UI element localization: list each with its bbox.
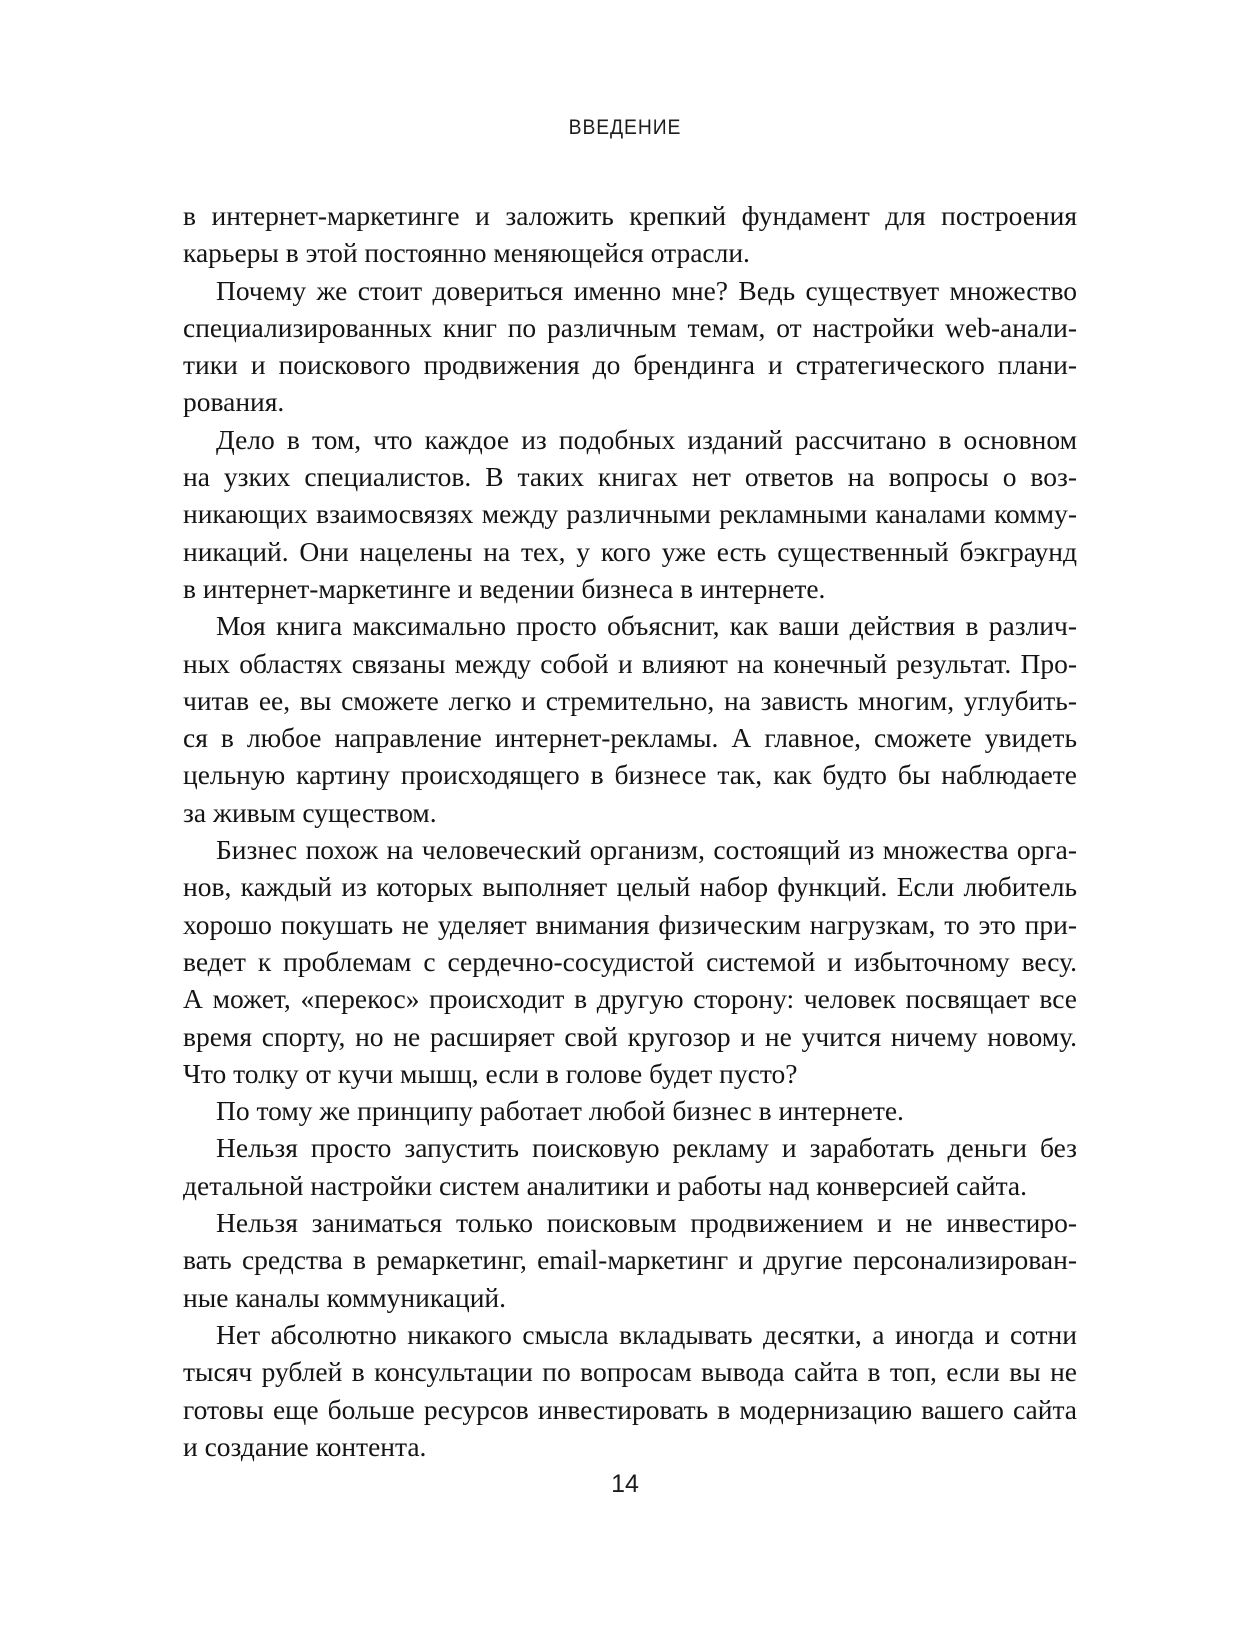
text-line: Почему же стоит довериться именно мне? Ведь существует множество	[216, 274, 1077, 306]
text-line: детальной настройки систем аналитики и работы над конверсией сайта.	[183, 1169, 1028, 1201]
text-line: ных областях связаны между собой и влияют на конечный результат. Про-	[183, 647, 1077, 679]
text-line: готовы еще больше ресурсов инвестировать в модернизацию вашего сайта	[183, 1393, 1077, 1425]
page-number: 14	[611, 1470, 639, 1498]
text-line: читав ее, вы сможете легко и стремительно, на зависть многим, углубить-	[183, 684, 1077, 716]
text-line: в интернет-маркетинге и ведении бизнеса в интернете.	[183, 572, 826, 604]
text-line: никаций. Они нацелены на тех, у кого уже есть существенный бэкграунд	[183, 535, 1077, 567]
paragraph	[183, 1316, 1077, 1465]
text-line: Нет абсолютно никакого смысла вкладывать десятки, а иногда и сотни	[216, 1318, 1077, 1350]
text-line: за живым существом.	[183, 796, 437, 828]
text-line: ведет к проблемам с сердечно-сосудистой системой и избыточному весу.	[183, 945, 1077, 977]
text-line: тысяч рублей в консультации по вопросам вывода сайта в топ, если вы не	[183, 1356, 1077, 1388]
text-line: нов, каждый из которых выполняет целый набор функций. Если любитель	[183, 871, 1077, 903]
paragraph	[183, 421, 1077, 607]
text-line: в интернет-маркетинге и заложить крепкий фундамент для построения	[183, 200, 1077, 231]
text-line: вать средства в ремаркетинг, email-маркетинг и другие персонализирован-	[183, 1244, 1077, 1276]
paragraph	[183, 607, 1077, 831]
text-line: Нельзя просто запустить поисковую рекламу и заработать деньги без	[216, 1132, 1077, 1164]
text-line: Что толку от кучи мышц, если в голове будет пусто?	[183, 1057, 798, 1089]
text-line: хорошо покушать не уделяет внимания физическим нагрузкам, то это при-	[183, 908, 1077, 940]
text-line: карьеры в этой постоянно меняющейся отрасли.	[183, 237, 750, 269]
text-line: рования.	[183, 386, 285, 418]
text-line: специализированных книг по различным темам, от настройки web-анали-	[183, 311, 1077, 343]
text-line: Нельзя заниматься только поисковым продвижением и не инвестиро-	[216, 1207, 1077, 1239]
running-title: ВВЕДЕНИЕ	[568, 116, 682, 139]
paragraph	[183, 831, 1077, 1092]
paragraph	[183, 272, 1077, 421]
text-line: время спорту, но не расширяет свой кругозор и не учится ничему новому.	[183, 1020, 1077, 1052]
text-line: тики и поискового продвижения до брендинга и стратегического плани-	[183, 349, 1077, 381]
text-line: Дело в том, что каждое из подобных изданий рассчитано в основном	[216, 423, 1077, 455]
paragraph	[183, 1204, 1077, 1316]
paragraph	[183, 1092, 1077, 1129]
text-line: По тому же принципу работает любой бизнес в интернете.	[216, 1095, 904, 1127]
text-line: Бизнес похож на человеческий организм, состоящий из множества орга-	[216, 834, 1077, 866]
text-line: на узких специалистов. В таких книгах нет ответов на вопросы о воз-	[183, 461, 1077, 493]
paragraph	[183, 1129, 1077, 1204]
text-line: ся в любое направление интернет-рекламы. А главное, сможете увидеть	[183, 722, 1077, 754]
text-line: А может, «перекос» происходит в другую сторону: человек посвящает все	[183, 983, 1077, 1015]
text-line: Моя книга максимально просто объяснит, как ваши действия в различ-	[216, 610, 1077, 642]
body-text	[183, 197, 1077, 1465]
paragraph	[183, 197, 1077, 272]
text-line: цельную картину происходящего в бизнесе так, как будто бы наблюдаете	[183, 759, 1077, 791]
text-line: и создание контента.	[183, 1430, 427, 1462]
text-line: никающих взаимосвязях между различными рекламными каналами комму-	[183, 498, 1077, 530]
text-line: ные каналы коммуникаций.	[183, 1281, 507, 1313]
